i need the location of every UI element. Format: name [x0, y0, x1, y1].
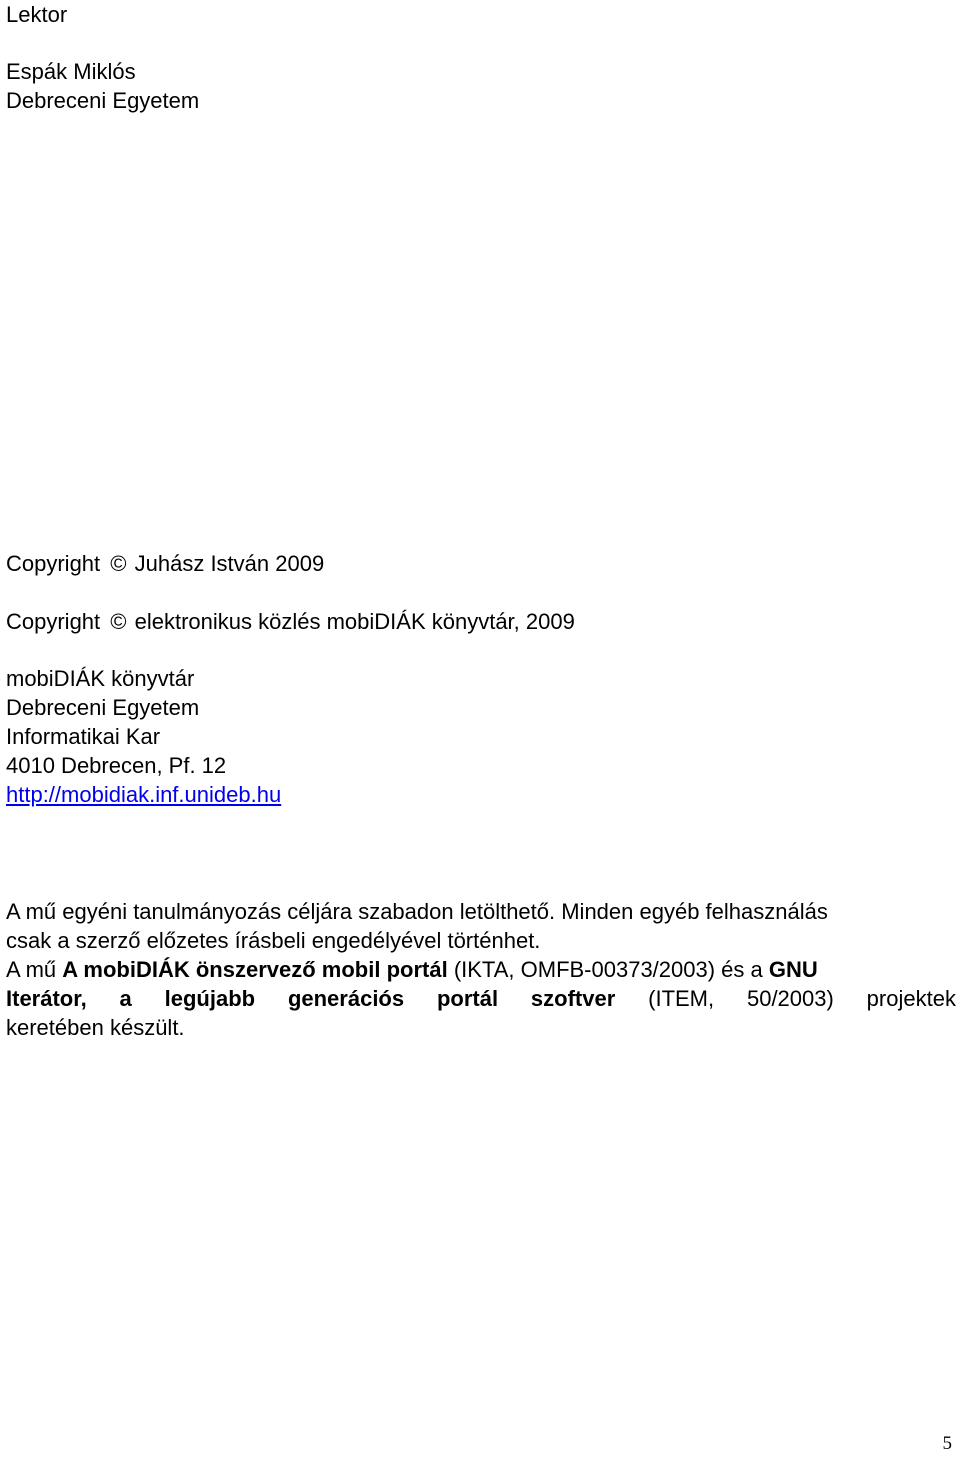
project-word: a	[119, 986, 132, 1011]
project-word: Iterátor,	[6, 986, 87, 1011]
project-line-2	[6, 984, 956, 1013]
project-text: (IKTA, OMFB-00373/2003) és a	[447, 957, 769, 982]
address-postal: 4010 Debrecen, Pf. 12	[6, 753, 227, 778]
usage-notice-line: A mű egyéni tanulmányozás céljára szabadon letölthető. Minden egyéb felhasználás	[6, 899, 828, 924]
address-university: Debreceni Egyetem	[6, 695, 200, 720]
lektor-institution: Debreceni Egyetem	[6, 88, 200, 113]
website-link[interactable]: http://mobidiak.inf.unideb.hu	[6, 782, 282, 807]
copyright-icon: ©	[110, 551, 127, 576]
usage-notice	[6, 897, 956, 1042]
copyright-icon: ©	[110, 609, 127, 634]
project-word: szoftver	[530, 986, 616, 1011]
project-gnu: GNU	[768, 957, 818, 982]
copyright-text: elektronikus közlés mobiDIÁK könyvtár, 2009	[134, 609, 575, 634]
copyright-prefix: Copyright	[6, 551, 101, 576]
project-word: (ITEM,	[648, 986, 715, 1011]
address-faculty: Informatikai Kar	[6, 724, 161, 749]
project-line-1	[6, 955, 956, 984]
copyright-prefix: Copyright	[6, 609, 101, 634]
address-block	[6, 664, 281, 809]
project-word: generációs	[287, 986, 405, 1011]
project-word: projektek	[866, 986, 956, 1011]
usage-notice-line: csak a szerző előzetes írásbeli engedélyével történhet.	[6, 928, 541, 953]
copyright-text: Juhász István 2009	[134, 551, 325, 576]
copyright-line-author	[6, 549, 324, 578]
project-title: A mobiDIÁK önszervező mobil portál	[62, 957, 448, 982]
project-line-3: keretében készült.	[6, 1015, 185, 1040]
lektor-name: Espák Miklós	[6, 59, 136, 84]
project-word: portál	[436, 986, 499, 1011]
project-text: A mű	[6, 957, 63, 982]
page-number: 5	[942, 1433, 952, 1454]
address-library: mobiDIÁK könyvtár	[6, 666, 195, 691]
project-word: 50/2003)	[746, 986, 834, 1011]
project-word: legújabb	[164, 986, 256, 1011]
lektor-heading: Lektor	[6, 2, 68, 27]
copyright-line-publisher	[6, 607, 575, 636]
